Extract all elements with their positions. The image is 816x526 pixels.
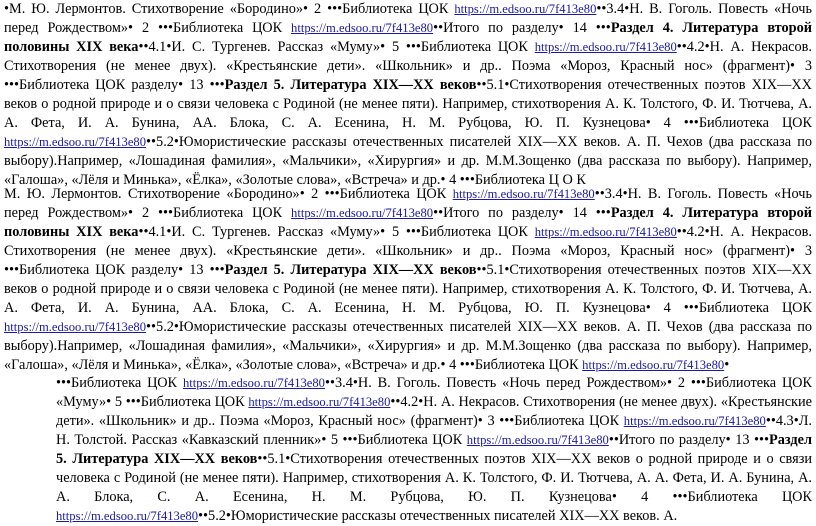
paragraph: •М. Ю. Лермонтов. Стихотворение «Бородино»• 2 •••Библиотека ЦОК https://m.edsoo.ru/7f413e80••3.4•Н. В. Гоголь. Повесть «Ночь перед Рождеством»• 2 •••Библиотека ЦОК https://m.edsoo.ru/7f413e80••Итого по разделу• 14 •••Раздел 4. Литература второй половины XIX века••4.1•И. С. Тургенев. Рассказ «Муму»• 5 •••Библиотека ЦОК https://m.edsoo.ru/7f413e80••4.2•Н. А. Некрасов. Стихотворения (не менее двух). «Крестьянские дети». «Школьник» и др.. Поэма «Мороз, Красный нос» (фрагмент)• 3 •••Библиотека ЦОК разделу• 13 •••Раздел 5. Литература XIX—XX веков••5.1•Стихотворения отечественных поэтов XIX—XX веков о родной природе и о связи человека с Родиной (не менее пяти). Например, стихотворения А. К. Толстого, Ф. И. Тютчева, А. А. Фета, И. А. Бунина, АА. Блока, С. А. Есенина, Н. М. Рубцова, Ю. П. Кузнецова• 4 •••Библиотека ЦОК https://m.edsoo.ru/7f413e80••5.2•Юмористические рассказы отечественных писателей XIX—XX веков. А. П. Чехов (два рассказа по выбору).Например, «Лошадиная фамилия», «Мальчики», «Хирургия» и др. М.М.Зощенко (два рассказа по выбору). Например, «Галоша», «Лёля и Минька», «Ёлка», «Золотые слова», «Встреча» и др.• 4 •••Библиотека Ц О К (4, 1, 813, 188)
library-link[interactable]: https://m.edsoo.ru/7f413e80 (534, 40, 677, 54)
section-heading: Раздел 5. Литература XIX—XX веков (56, 432, 812, 467)
section-heading: Раздел 5. Литература XIX—XX веков (224, 77, 477, 93)
library-link[interactable]: https://m.edsoo.ru/7f413e80 (454, 2, 597, 16)
library-link[interactable]: https://m.edsoo.ru/7f413e80 (452, 187, 595, 201)
library-link[interactable]: https://m.edsoo.ru/7f413e80 (291, 206, 434, 220)
library-link[interactable]: https://m.edsoo.ru/7f413e80 (248, 395, 391, 409)
section-heading: Раздел 5. Литература XIX—XX веков (224, 262, 477, 278)
text-block-2 (4, 185, 812, 375)
library-link[interactable]: https://m.edsoo.ru/7f413e80 (534, 225, 677, 239)
library-link[interactable]: https://m.edsoo.ru/7f413e80 (4, 135, 147, 149)
section-heading: Раздел 4. Литература второй половины XIX века (4, 205, 813, 240)
library-link[interactable]: https://m.edsoo.ru/7f413e80 (4, 320, 147, 334)
library-link[interactable]: https://m.edsoo.ru/7f413e80 (182, 376, 325, 390)
library-link[interactable]: https://m.edsoo.ru/7f413e80 (56, 509, 199, 523)
library-link[interactable]: https://m.edsoo.ru/7f413e80 (623, 414, 766, 428)
library-link[interactable]: https://m.edsoo.ru/7f413e80 (291, 21, 434, 35)
text-block-3 (4, 374, 812, 526)
paragraph: М. Ю. Лермонтов. Стихотворение «Бородино»• 2 •••Библиотека ЦОК https://m.edsoo.ru/7f413e80••3.4•Н. В. Гоголь. Повесть «Ночь перед Рождеством»• 2 •••Библиотека ЦОК https://m.edsoo.ru/7f413e80••Итого по разделу• 14 •••Раздел 4. Литература второй половины XIX века••4.1•И. С. Тургенев. Рассказ «Муму»• 5 •••Библиотека ЦОК https://m.edsoo.ru/7f413e80••4.2•Н. А. Некрасов. Стихотворения (не менее двух). «Крестьянские дети». «Школьник» и др.. Поэма «Мороз, Красный нос» (фрагмент)• 3 •••Библиотека ЦОК разделу• 13 •••Раздел 5. Литература XIX—XX веков••5.1•Стихотворения отечественных поэтов XIX—XX веков о родной природе и о связи человека с Родиной (не менее пяти). Например, стихотворения А. К. Толстого, Ф. И. Тютчева, А. А. Фета, И. А. Бунина, АА. Блока, С. А. Есенина, Н. М. Рубцова, Ю. П. Кузнецова• 4 •••Библиотека ЦОК https://m.edsoo.ru/7f413e80••5.2•Юмористические рассказы отечественных писателей XIX—XX веков. А. П. Чехов (два рассказа по выбору).Например, «Лошадиная фамилия», «Мальчики», «Хирургия» и др. М.М.Зощенко (два рассказа по выбору). Например, «Галоша», «Лёля и Минька», «Ёлка», «Золотые слова», «Встреча» и др.• 4 •••Библиотека ЦОК https://m.edsoo.ru/7f413e80• (4, 186, 813, 373)
text-block-1 (4, 0, 812, 190)
paragraph: •••Библиотека ЦОК https://m.edsoo.ru/7f413e80••3.4•Н. В. Гоголь. Повесть «Ночь перед Рождеством»• 2 •••Библиотека ЦОК «Муму»• 5 •••Библиотека ЦОК https://m.edsoo.ru/7f413e80••4.2•Н. А. Некрасов. Стихотворения (не менее двух). «Крестьянские дети». «Школьник» и др.. Поэма «Мороз, Красный нос» (фрагмент)• 3 •••Библиотека ЦОК https://m.edsoo.ru/7f413e80••4.3•Л. Н. Толстой. Рассказ «Кавказский пленник»• 5 •••Библиотека ЦОК https://m.edsoo.ru/7f413e80••Итого по разделу• 13 •••Раздел 5. Литература XIX—XX веков••5.1•Стихотворения отечественных поэтов XIX—XX веков о родной природе и о связи человека с Родиной (не менее пяти). Например, стихотворения А. К. Толстого, Ф. И. Тютчева, А. А. Фета, И. А. Бунина, А. А. Блока, С. А. Есенина, Н. М. Рубцова, Ю. П. Кузнецова• 4 •••Библиотека ЦОК https://m.edsoo.ru/7f413e80••5.2•Юмористические рассказы отечественных писателей XIX—XX веков. А. (56, 375, 812, 524)
library-link[interactable]: https://m.edsoo.ru/7f413e80 (466, 433, 609, 447)
library-link[interactable]: https://m.edsoo.ru/7f413e80 (582, 358, 725, 372)
section-heading: Раздел 4. Литература второй половины XIX века (4, 20, 813, 55)
